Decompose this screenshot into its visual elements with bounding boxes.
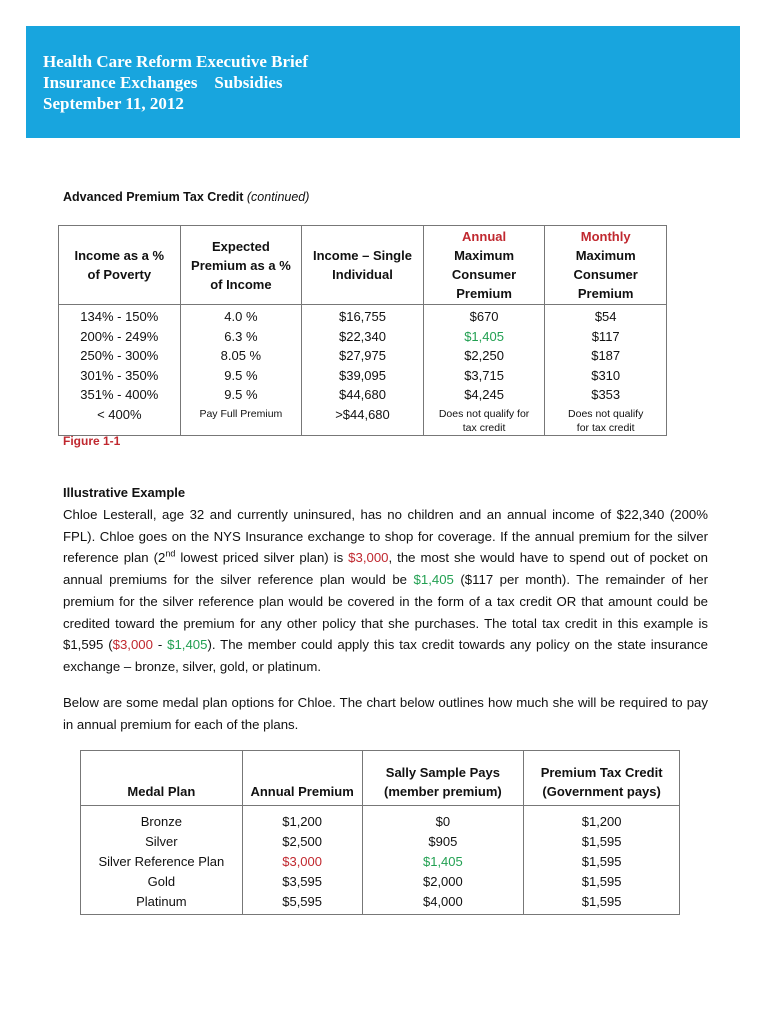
header-text: of Income	[210, 276, 272, 292]
cell-plan: Silver Reference Plan	[81, 852, 243, 872]
table-row	[59, 346, 667, 366]
header-expected-premium	[180, 226, 302, 305]
cell-annual: $4,245	[423, 385, 545, 405]
cell-pct: Pay Full Premium	[180, 405, 302, 436]
highlight-green: $1,405	[413, 572, 454, 588]
cell-poverty: < 400%	[59, 405, 181, 436]
header-text: Expected	[211, 238, 270, 254]
superscript: nd	[165, 549, 176, 560]
cell-pct: 9.5 %	[180, 366, 302, 386]
plan-table-header-row	[81, 751, 680, 806]
cell-poverty: 250% - 300%	[59, 346, 181, 366]
cell-pct: 6.3 %	[180, 327, 302, 347]
cell-pays: $1,405	[362, 852, 524, 872]
cell-credit: $1,595	[524, 832, 680, 852]
highlight-red: $3,000	[112, 637, 153, 653]
table-row	[81, 892, 680, 915]
banner-subtitle: Insurance Exchanges Subsidies	[43, 73, 283, 92]
cell-credit: $1,595	[524, 852, 680, 872]
highlight-red: $3,000	[348, 550, 389, 566]
cell-monthly: $353	[545, 385, 667, 405]
text: ). The member could apply this tax credit towards any policy on the state insurance exchange – bronze, silver, gold, or platinum.	[63, 637, 708, 674]
header-text: (Government pays)	[542, 784, 661, 799]
example-paragraph	[63, 504, 708, 678]
highlight-green: $1,405	[167, 637, 208, 653]
text: lowest priced silver plan) is	[175, 550, 349, 566]
cell-monthly: $310	[545, 366, 667, 386]
table-row	[59, 327, 667, 347]
cell-monthly	[545, 405, 667, 436]
section-title-suffix: (continued)	[246, 190, 310, 204]
cell-pays: $0	[362, 806, 524, 833]
header-text: Sally Sample Pays	[385, 765, 500, 780]
header-text: Consumer	[573, 267, 638, 282]
cell-monthly: $187	[545, 346, 667, 366]
cell-poverty: 200% - 249%	[59, 327, 181, 347]
section-title	[63, 190, 309, 204]
table-row	[59, 366, 667, 386]
cell-income: $27,975	[302, 346, 424, 366]
cell-annual: $3,715	[423, 366, 545, 386]
header-text: Individual	[332, 267, 393, 282]
cell-pct: 9.5 %	[180, 385, 302, 405]
cell-plan: Silver	[81, 832, 243, 852]
header-text: Monthly	[580, 229, 631, 244]
cell-pct: 8.05 %	[180, 346, 302, 366]
header-text: Premium	[456, 286, 512, 301]
cell-pays: $905	[362, 832, 524, 852]
header-text: (member premium)	[384, 784, 502, 799]
header-income-single	[302, 226, 424, 305]
title-banner	[26, 26, 740, 138]
cell-annual: $2,250	[423, 346, 545, 366]
cell-pays: $4,000	[362, 892, 524, 915]
section-title-text: Advanced Premium Tax Credit	[63, 190, 244, 204]
cell-annual: $5,595	[242, 892, 362, 915]
header-text: Income as a %	[74, 248, 165, 263]
cell-poverty: 134% - 150%	[59, 305, 181, 327]
cell-annual: $2,500	[242, 832, 362, 852]
header-text: Premium as a %	[191, 257, 291, 273]
cell-income: $22,340	[302, 327, 424, 347]
banner-title: Health Care Reform Executive Brief	[43, 52, 308, 71]
header-text: Annual	[462, 229, 507, 244]
cell-credit: $1,595	[524, 892, 680, 915]
header-text: Income – Single	[312, 248, 412, 263]
header-member-pays	[362, 751, 524, 806]
table-row	[81, 872, 680, 892]
cell-monthly: $54	[545, 305, 667, 327]
header-annual-max	[423, 226, 545, 305]
text: , the most she would have to spend out of pocket on annual premiums for the silver reference plan would be	[63, 550, 708, 588]
medal-intro-paragraph: Below are some medal plan options for Chloe. The chart below outlines how much she will be required to pay in annual premium for each of the plans.	[63, 695, 708, 732]
cell-income: $16,755	[302, 305, 424, 327]
text: ($117 per month). The remainder of her premium for the silver reference plan would be covered in the form of a tax credit OR that amount could be credited toward the premium for any other policy that she purchases. The total tax credit in this example is $1,595 (	[63, 572, 709, 653]
header-income-poverty	[59, 226, 181, 305]
header-text: Consumer	[451, 267, 517, 282]
table-row	[59, 385, 667, 405]
medal-plan-table	[80, 750, 680, 915]
cell-text: for tax credit	[576, 421, 635, 434]
header-text: Premium Tax Credit	[540, 765, 663, 780]
tax-credit-table	[58, 225, 667, 436]
header-monthly-max	[545, 226, 667, 305]
cell-annual: $3,595	[242, 872, 362, 892]
figure-label: Figure 1-1	[63, 434, 121, 448]
header-text: Maximum	[454, 248, 515, 263]
header-tax-credit	[524, 751, 680, 806]
cell-plan: Bronze	[81, 806, 243, 833]
table-row	[81, 806, 680, 833]
table-row	[81, 832, 680, 852]
cell-pct: 4.0 %	[180, 305, 302, 327]
cell-income: >$44,680	[302, 405, 424, 436]
cell-annual	[423, 405, 545, 436]
cell-annual: $670	[423, 305, 545, 327]
tax-table-header-row	[59, 226, 667, 305]
cell-annual: $3,000	[242, 852, 362, 872]
header-text: of Poverty	[87, 267, 152, 282]
table-row	[59, 305, 667, 327]
cell-text: Does not qualify for	[438, 407, 530, 420]
cell-text: Does not qualify	[568, 407, 644, 420]
example-heading: Illustrative Example	[63, 485, 186, 500]
cell-annual: $1,405	[423, 327, 545, 347]
cell-pays: $2,000	[362, 872, 524, 892]
cell-poverty: 301% - 350%	[59, 366, 181, 386]
cell-credit: $1,595	[524, 872, 680, 892]
header-medal-plan: Medal Plan	[81, 751, 243, 806]
cell-plan: Platinum	[81, 892, 243, 915]
text: -	[152, 637, 168, 653]
banner-date: September 11, 2012	[43, 94, 184, 113]
header-text: Maximum	[575, 248, 636, 263]
cell-plan: Gold	[81, 872, 243, 892]
cell-poverty: 351% - 400%	[59, 385, 181, 405]
cell-annual: $1,200	[242, 806, 362, 833]
cell-credit: $1,200	[524, 806, 680, 833]
cell-income: $44,680	[302, 385, 424, 405]
cell-income: $39,095	[302, 366, 424, 386]
text: Chloe Lesterall, age 32 and currently uninsured, has no children and an annual income of $22,340 (200% FPL). Chloe goes on the NYS Insurance exchange to shop for coverage. If the annual premium for the silver reference plan (2	[63, 507, 708, 566]
header-annual-premium: Annual Premium	[242, 751, 362, 806]
cell-monthly: $117	[545, 327, 667, 347]
cell-text: tax credit	[462, 421, 506, 434]
table-row	[59, 405, 667, 436]
header-text: Premium	[577, 286, 634, 301]
table-row	[81, 852, 680, 872]
